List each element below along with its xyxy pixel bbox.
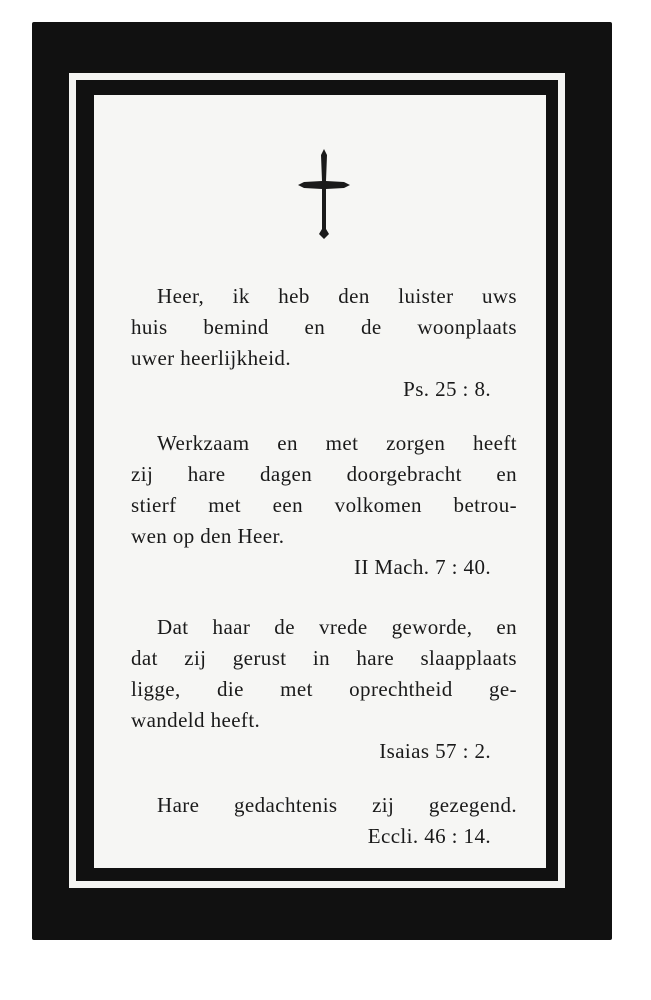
verse-reference: Ps. 25 : 8. — [403, 377, 491, 401]
verse-line: ligge, die met oprechtheid ge- — [131, 677, 517, 701]
verse-reference: Isaias 57 : 2. — [379, 739, 491, 763]
verse-isaias — [131, 612, 517, 767]
verse-reference: II Mach. 7 : 40. — [353, 555, 491, 579]
verse-line: Heer, ik heb den luister uws — [157, 284, 517, 308]
verse-line: Werkzaam en met zorgen heeft — [157, 431, 517, 455]
verse-line: dat zij gerust in hare slaapplaats — [131, 646, 517, 670]
verse-line: uwer heerlijkheid. — [131, 346, 291, 370]
verse-line: Hare gedachtenis zij gezegend. — [157, 793, 517, 817]
verse-line: wandeld heeft. — [131, 708, 261, 732]
verse-psalm — [131, 281, 517, 405]
verse-line: huis bemind en de woonplaats — [131, 315, 517, 339]
verse-ecclesiasticus — [131, 790, 517, 852]
verse-line: stierf met een volkomen betrou- — [131, 493, 517, 517]
verse-line: zij hare dagen doorgebracht en — [131, 462, 517, 486]
verse-line: wen op den Heer. — [131, 524, 285, 548]
verse-line: Dat haar de vrede geworde, en — [157, 615, 517, 639]
cross-icon — [294, 145, 354, 241]
verse-machabees — [131, 428, 517, 583]
verse-reference: Eccli. 46 : 14. — [367, 824, 491, 848]
